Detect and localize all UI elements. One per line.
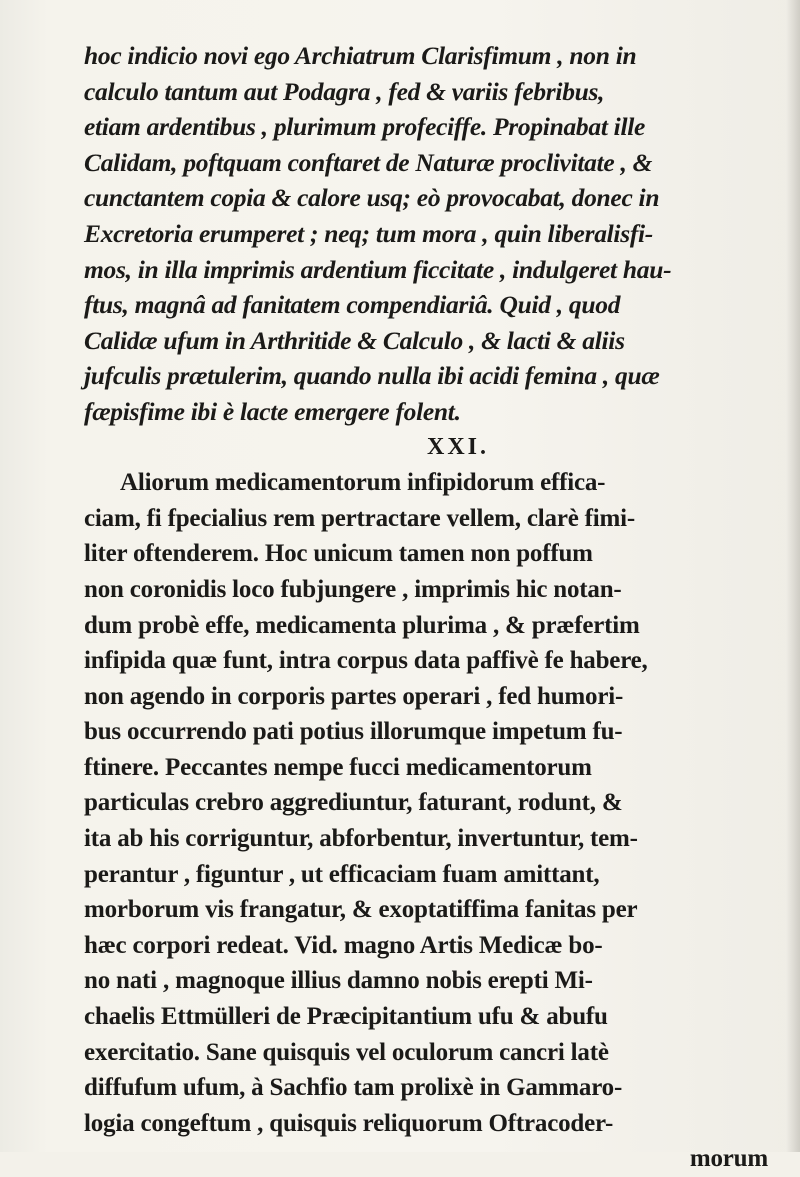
italic-line: etiam ardentibus , plurimum profeciffe. Propinabat ille — [84, 112, 646, 142]
roman-line: infipida quæ funt, intra corpus data paffivè fe habere, — [84, 647, 648, 675]
catchword: morum — [689, 1145, 768, 1173]
section-number: XXI. — [426, 433, 489, 460]
italic-line: cunctantem copia & calore usq; eò provocabat, donec in — [84, 183, 660, 213]
roman-line: particulas crebro aggrediuntur, faturant, rodunt, & — [84, 789, 623, 817]
roman-line: ftinere. Peccantes nempe fucci medicamentorum — [84, 753, 592, 781]
roman-line: exercitatio. Sane quisquis vel oculorum cancri latè — [84, 1038, 609, 1066]
roman-line: diffufum ufum, à Sachfio tam prolixè in Gammaro- — [84, 1074, 623, 1102]
roman-line: perantur , figuntur , ut efficaciam fuam amittant, — [84, 860, 600, 888]
roman-line: liter oftenderem. Hoc unicum tamen non poffum — [84, 540, 593, 568]
roman-line: chaelis Ettmülleri de Præcipitantium ufu & abufu — [84, 1003, 608, 1031]
roman-line: morborum vis frangatur, & exoptatiffima fanitas per — [84, 896, 638, 924]
roman-line: hæc corpori redeat. Vid. magno Artis Medicæ bo- — [84, 931, 603, 959]
roman-line: Aliorum medicamentorum infipidorum effica- — [120, 469, 606, 497]
roman-line: ita ab his corriguntur, abforbentur, invertuntur, tem- — [84, 825, 638, 853]
italic-line: mos, in illa imprimis ardentium ficcitate , indulgeret hau- — [84, 254, 672, 284]
italic-line: fæpisfime ibi è lacte emergere folent. — [84, 396, 461, 426]
roman-line: non agendo in corporis partes operari , fed humori- — [84, 682, 624, 710]
italic-line: Calidam, poftquam conftaret de Naturæ proclivitate , & — [84, 147, 653, 177]
italic-line: Calidæ ufum in Arthritide & Calculo , & lacti & aliis — [84, 325, 625, 355]
roman-line: bus occurrendo pati potius illorumque impetum fu- — [84, 718, 623, 746]
italic-line: ftus, magnâ ad fanitatem compendiariâ. Quid , quod — [84, 290, 621, 320]
roman-line: logia congeftum , quisquis reliquorum Oftracoder- — [84, 1109, 614, 1137]
page-edge-shadow — [786, 0, 800, 1152]
roman-line: dum probè effe, medicamenta plurima , & præfertim — [84, 611, 640, 639]
page-text — [84, 38, 772, 1177]
italic-line: Excretoria erumperet ; neq; tum mora , quin liberalisfi- — [84, 218, 654, 248]
roman-line: ciam, fi fpecialius rem pertractare vellem, clarè fimi- — [84, 504, 636, 532]
italic-line: hoc indicio novi ego Archiatrum Clarisfimum , non in — [84, 41, 637, 70]
roman-line: no nati , magnoque illius damno nobis erepti Mi- — [84, 967, 593, 995]
roman-line: non coronidis loco fubjungere , imprimis hic notan- — [84, 575, 622, 603]
italic-line: calculo tantum aut Podagra , fed & variis febribus, — [84, 76, 605, 106]
italic-line: jufculis prætulerim, quando nulla ibi acidi femina , quæ — [84, 361, 660, 391]
